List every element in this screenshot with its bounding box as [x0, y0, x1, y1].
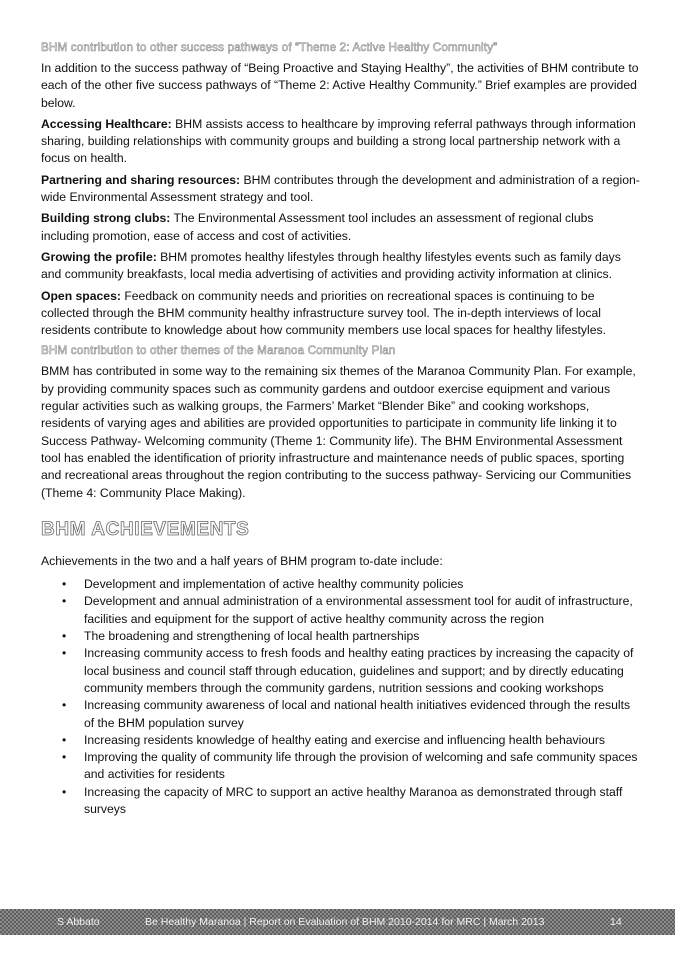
pathway-text: The Environmental Assessment tool includes an assessment of regional clubs including promotion, ease of access and cost of activities. [41, 211, 594, 243]
list-item-text: Increasing the capacity of MRC to support an active healthy Maranoa as demonstrated through staff surveys [84, 784, 623, 816]
list-item-text: Increasing community awareness of local and national health initiatives evidenced through the results of the BHM population survey [84, 698, 631, 730]
footer-author: S Abbato [57, 916, 100, 928]
pathway-text: Feedback on community needs and priorities on recreational spaces is continuing to be collected through the BHM community healthy infrastructure survey tool. The in-depth interviews of local residents contribute to knowledge about how community members use local spaces for healthy lifestyles. [41, 288, 606, 338]
bullet-icon: • [62, 784, 67, 799]
bullet-icon: • [62, 577, 67, 592]
list-item-text: The broadening and strengthening of local health partnerships [84, 629, 420, 644]
other-themes-heading: BHM contribution to other themes of the Maranoa Community Plan [41, 344, 396, 358]
list-item-text: Development and implementation of active healthy community policies [84, 577, 464, 592]
list-item [41, 784, 641, 819]
pathway-growing-profile [41, 249, 641, 284]
pathway-label: Accessing Healthcare: [41, 116, 172, 131]
list-item [41, 628, 641, 645]
bullet-icon: • [62, 646, 67, 661]
other-themes-section [41, 343, 641, 501]
theme2-section [41, 40, 641, 339]
other-themes-body: BMM has contributed in some way to the remaining six themes of the Maranoa Community Plan. For example, by providing community spaces such as community gardens and outdoor exercise equipment and various regular activities such as walking groups, the Farmers’ Market “Blender Bike” and cooking workshops, residents of varying ages and abilities are provided opportunities to participate in community life linking it to Success Pathway- Welcoming community (Theme 1: Community life). The BHM Environmental Assessment tool has enabled the identification of priority infrastructure and maintenance needs of public spaces, sporting and recreational areas throughout the region contributing to the success pathway- Servicing our Communities (Theme 4: Community Place Making). [41, 364, 636, 500]
footer-page-number: 14 [610, 916, 622, 928]
pathway-accessing-healthcare [41, 116, 641, 168]
pathway-partnering [41, 172, 641, 207]
pathway-label: Open spaces: [41, 288, 121, 303]
list-item-text: Improving the quality of community life through the provision of welcoming and safe community spaces and activities for residents [84, 750, 638, 782]
list-item [41, 697, 641, 732]
theme2-heading: BHM contribution to other success pathways of “Theme 2: Active Healthy Community” [41, 41, 498, 54]
bullet-icon: • [62, 698, 67, 713]
bullet-icon: • [62, 750, 67, 765]
list-item-text: Increasing community access to fresh foods and healthy eating practices by increasing the capacity of local business and council staff through education, guidelines and support; and by directly educating community members through the community gardens, nutrition sessions and cooking workshops [84, 646, 634, 695]
list-item [41, 576, 641, 593]
pathway-open-spaces [41, 288, 641, 340]
pathway-building-clubs [41, 210, 641, 245]
pathway-text: BHM promotes healthy lifestyles through healthy lifestyles events such as family days and community breakfasts, local media advertising of activities and providing activity information at clinics. [41, 249, 621, 282]
document-page [41, 40, 641, 818]
page-footer [0, 909, 675, 935]
list-item [41, 593, 641, 628]
pathway-text: BHM assists access to healthcare by improving referral pathways through information sharing, building relationships with community groups and building a strong local partnership network with a focus on health. [41, 116, 636, 166]
bullet-icon: • [62, 594, 67, 609]
theme2-intro: In addition to the success pathway of “Being Proactive and Staying Healthy”, the activities of BHM contribute to each of the other five success pathways of “Theme 2: Active Healthy Community.” Brief examples are provided below. [41, 61, 639, 110]
pathway-label: Growing the profile: [41, 249, 157, 264]
list-item [41, 749, 641, 784]
achievements-heading: BHM ACHIEVEMENTS [41, 518, 250, 540]
pathway-label: Partnering and sharing resources: [41, 172, 241, 187]
pathway-label: Building strong clubs: [41, 211, 171, 226]
achievements-intro: Achievements in the two and a half years of BHM program to-date include: [41, 553, 443, 568]
pathway-text: BHM contributes through the development and administration of a region-wide Environmental Assessment strategy and tool. [41, 172, 640, 205]
footer-title: Be Healthy Maranoa | Report on Evaluation of BHM 2010-2014 for MRC | March 2013 [145, 916, 545, 928]
bullet-icon: • [62, 732, 67, 747]
achievements-section [41, 519, 641, 818]
achievements-list [41, 576, 641, 818]
list-item [41, 645, 641, 697]
list-item-text: Development and annual administration of a environmental assessment tool for audit of infrastructure, facilities and equipment for the support of active healthy community across the region [84, 594, 633, 626]
bullet-icon: • [62, 629, 67, 644]
list-item-text: Increasing residents knowledge of healthy eating and exercise and influencing health behaviours [84, 732, 606, 747]
list-item [41, 732, 641, 749]
